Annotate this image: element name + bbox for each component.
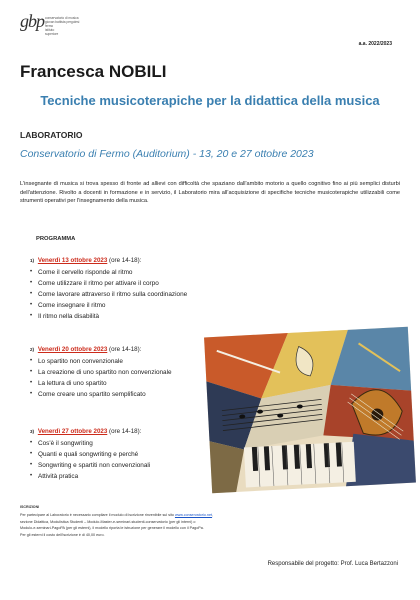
topic-text: Quanti e quali songwriting e perché	[38, 451, 139, 458]
bullet-icon: •	[30, 440, 33, 446]
logo-mark: gbp	[20, 11, 44, 31]
bullet-icon: •	[30, 473, 33, 479]
topic-text: La lettura di uno spartito	[38, 380, 107, 387]
session-date: Venerdì 20 ottobre 2023	[37, 346, 108, 353]
list-item	[30, 311, 220, 322]
lab-label: LABORATORIO	[20, 130, 83, 140]
session-3	[30, 428, 220, 482]
bullet-icon: •	[30, 380, 33, 386]
list-item	[30, 300, 220, 311]
topic-text: Attività pratica	[38, 473, 79, 480]
session-topics	[30, 267, 220, 322]
session-date: Venerdì 13 ottobre 2023	[37, 257, 108, 264]
list-item	[30, 389, 220, 400]
list-item	[30, 267, 220, 278]
session-time: (ore 14-18):	[109, 428, 142, 435]
enrollment-line: sezione Didattica, Modulistica Studenti – Modulo-Master-e-seminari-studenti-conservatorio (per gli interni) o	[20, 519, 196, 524]
bullet-icon: •	[30, 369, 33, 375]
bullet-icon: •	[30, 358, 33, 364]
session-header	[30, 257, 220, 264]
bullet-icon: •	[30, 269, 33, 275]
topic-text: Songwriting e spartiti non convenzionali	[38, 462, 151, 469]
logo-line: conservatorio di musica	[45, 16, 79, 20]
course-title: Tecniche musicoterapiche per la didattica della musica	[40, 93, 380, 108]
bullet-icon: •	[30, 280, 33, 286]
music-artwork-image	[202, 326, 418, 494]
logo-line: istituto	[45, 28, 55, 32]
list-item	[30, 367, 220, 378]
bullet-icon: •	[30, 313, 33, 319]
session-date: Venerdì 27 ottobre 2023	[37, 428, 108, 435]
topic-text: Come lavorare attraverso il ritmo sulla coordinazione	[38, 291, 188, 298]
logo-line: fermo	[45, 24, 54, 28]
topic-text: Come utilizzare il ritmo per attivare il corpo	[38, 280, 159, 287]
enrollment-text: ,	[212, 513, 214, 518]
programma-heading: PROGRAMMA	[36, 236, 76, 242]
logo-text	[45, 16, 81, 36]
conservatory-logo	[20, 11, 84, 44]
enrollment-line: Modulo-e-seminari-PagoPA (per gli esterni), il modello riporta le istruzione per generare il modello con il PagoPa.	[20, 526, 204, 531]
session-2	[30, 346, 220, 400]
list-item	[30, 449, 220, 460]
list-item	[30, 278, 220, 289]
topic-text: Lo spartito non convenzionale	[38, 358, 123, 365]
bullet-icon: •	[30, 302, 33, 308]
logo-line: giovan battista pergolesi	[45, 20, 80, 24]
author-name: Francesca NOBILI	[20, 62, 167, 81]
bullet-icon: •	[30, 462, 33, 468]
list-item	[30, 471, 220, 482]
list-item	[30, 460, 220, 471]
topic-text: Cos'è il songwriting	[38, 440, 93, 447]
session-1	[30, 257, 220, 322]
bullet-icon: •	[30, 451, 33, 457]
venue-dates: Conservatorio di Fermo (Auditorium) - 13, 20 e 27 ottobre 2023	[20, 148, 314, 160]
website-link[interactable]: www.conservatorio.net	[174, 513, 213, 518]
session-header	[30, 346, 220, 353]
topic-text: Come il cervello risponde al ritmo	[38, 269, 133, 276]
session-time: (ore 14-18):	[109, 346, 142, 353]
topic-text: Come insegnare il ritmo	[38, 302, 106, 309]
list-item	[30, 356, 220, 367]
topic-text: Il ritmo nella disabilità	[38, 313, 100, 320]
session-header	[30, 428, 220, 435]
bullet-icon: •	[30, 291, 33, 297]
project-responsible: Responsabile del progetto: Prof. Luca Bertazzoni	[267, 561, 398, 567]
session-number: 1)	[30, 258, 35, 263]
enrollment-text: Per partecipare al Laboratorio è necessario compilare il modulo di iscrizione rinvenibile sul sito	[20, 513, 175, 518]
list-item	[30, 289, 220, 300]
topic-text: La creazione di uno spartito non convenzionale	[38, 369, 172, 376]
topic-text: Come creare uno spartito semplificato	[38, 391, 146, 398]
academic-year: a.a. 2022/2023	[358, 41, 392, 47]
bullet-icon: •	[30, 391, 33, 397]
list-item	[30, 438, 220, 449]
list-item	[30, 378, 220, 389]
intro-paragraph: L'insegnante di musica si trova spesso di fronte ad allievi con difficoltà che spaziano dall'ambito motorio a quello cognitivo fino ai più semplici disturbi dell'attenzione. Rivolto a docenti in formazione e in servizio, il Laboratorio mira all'acquisizione di specifiche tecniche musicoterapiche utilizzabili come strumenti operativi per l'insegnamento della musica.	[20, 181, 400, 205]
enrollment-heading: ISCRIZIONI	[20, 505, 40, 509]
session-number: 2)	[30, 347, 35, 352]
logo-line: superiore	[45, 32, 59, 36]
session-number: 3)	[30, 429, 35, 434]
session-topics	[30, 438, 220, 482]
enrollment-section	[20, 504, 400, 538]
session-topics	[30, 356, 220, 400]
enrollment-line: Per gli esterni il costo dell'iscrizione è di 40,00 euro.	[20, 532, 105, 537]
session-time: (ore 14-18):	[109, 257, 142, 264]
